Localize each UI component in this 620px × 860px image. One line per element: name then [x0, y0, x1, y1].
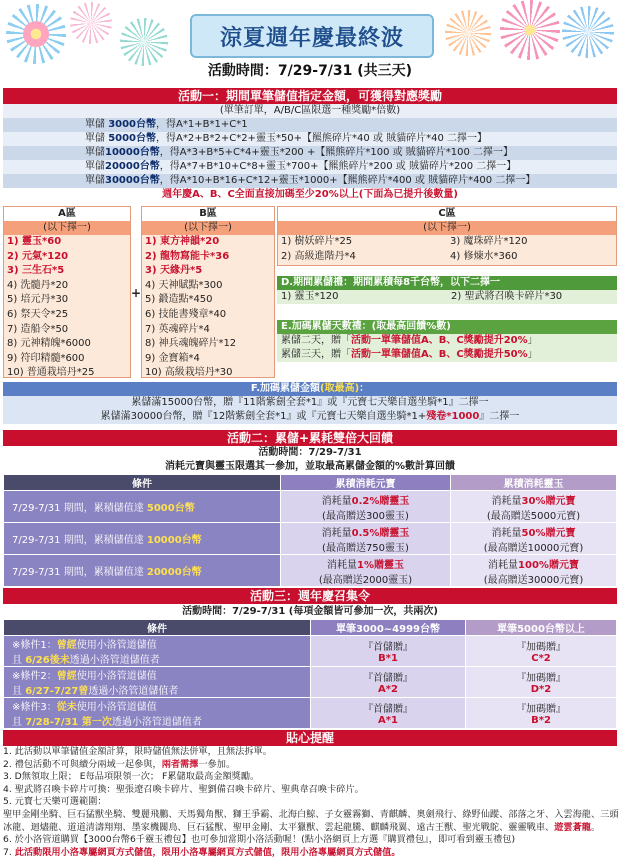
zone-item: 6) 祭天令*25	[7, 308, 69, 320]
reward-label: 『加碼贈』	[516, 642, 566, 653]
note-line	[3, 771, 617, 784]
condition-highlight: 6/26後未	[25, 655, 70, 666]
zone-item: 7) 英魂碎片*4	[145, 323, 210, 335]
section-one-subtitle: (單筆訂單，A/B/C區限選一種獎勵*倍數)	[3, 104, 617, 118]
consume-rate: 0.5%贈靈玉	[351, 527, 410, 539]
panel-f	[3, 382, 617, 424]
zone-a-items	[4, 235, 130, 381]
note-text: 5. 元寶七天樂可選範圍：	[3, 796, 107, 808]
consume-rate: 30%贈元寶	[521, 495, 576, 507]
note-line	[3, 847, 617, 860]
panel-e	[277, 320, 617, 362]
consume-label: 消耗量	[488, 559, 519, 571]
condition-text: 7/29-7/31 期間，累積儲值達	[12, 503, 147, 514]
condition-text: 透過小洛管道儲值者	[88, 686, 179, 697]
notes-section	[3, 730, 617, 746]
section-one-title: 活動一：期間單筆儲值指定金額，可獲得對應獎勵	[3, 88, 617, 104]
zone-b-label: B區	[142, 207, 274, 221]
panel-f-title-highlight: (取最高)	[320, 383, 360, 394]
zone-b-items	[142, 235, 274, 381]
panel-e-row-highlight: 活動一單筆儲值A、B、C獎勵提升20%	[351, 335, 528, 346]
reward-row	[3, 160, 617, 174]
consume-rate: 50%贈元寶	[521, 527, 576, 539]
consume-cap: (最高贈送10000元寶)	[483, 542, 584, 554]
col-header-tier-2: 單筆5000台幣以上	[466, 620, 617, 636]
zone-item: 3) 三生石*5	[7, 265, 65, 277]
zone-item: 3) 天緣丹*5	[145, 265, 203, 277]
section-three	[3, 588, 617, 729]
consume-rate: 0.2%贈靈玉	[351, 495, 410, 507]
zone-item: 2) 高級進階丹*4	[281, 250, 356, 262]
panel-f-row-text: 累儲滿30000台幣，贈『12階紫劍全套*1』或『元寶七天樂自選坐騎*1+	[100, 411, 427, 422]
consume-label: 消耗量	[491, 495, 522, 507]
zone-c	[277, 206, 617, 266]
panel-f-row-text: 累儲滿15000台幣，贈『11階紫劍全套*1』或『元寶七天樂自選坐騎*1』二擇一	[131, 397, 489, 408]
table-row	[4, 667, 617, 698]
panel-e-title: E.加碼累儲天數禮：(取最高回饋%數)	[277, 320, 617, 334]
zone-item: 2) 元氣*120	[7, 250, 69, 262]
first-deposit-cell	[311, 636, 466, 667]
note-line	[3, 796, 617, 809]
reward-row-prefix: 單儲	[85, 133, 109, 144]
reward-value: A*1	[378, 715, 398, 726]
reward-row-amount: 5000台幣	[108, 133, 157, 144]
yuanbao-cell	[281, 491, 451, 523]
zone-c-items	[278, 235, 616, 264]
lingyu-cell	[451, 491, 617, 523]
section-two-title: 活動二：累儲+累耗雙倍大回饋	[3, 430, 617, 446]
zone-item: 9) 符印精髓*600	[7, 352, 85, 364]
zone-b	[141, 206, 275, 378]
consume-label: 消耗量	[321, 527, 352, 539]
condition-prefix: ※條件2：	[12, 671, 57, 682]
reward-row-prefix: 單儲	[85, 175, 105, 186]
panel-e-rows	[277, 334, 617, 362]
note-line	[3, 759, 617, 772]
reward-value: B*1	[378, 653, 398, 664]
zone-a	[3, 206, 131, 378]
condition-highlight: 曾經	[56, 671, 77, 682]
condition-text: 使用小洛管道儲值	[76, 640, 157, 651]
first-deposit-cell	[311, 667, 466, 698]
consume-cap: (最高贈送5000元寶)	[486, 510, 581, 522]
condition-text: 7/29-7/31 期間，累積儲值達	[12, 535, 147, 546]
zone-item: 10) 高級栽培丹*30	[145, 367, 233, 379]
zone-item: 3) 魔珠碎片*120	[450, 236, 528, 247]
section-three-date: 活動時間：7/29-7/31 (每項金額皆可參加一次，共兩次)	[182, 606, 438, 617]
bonus-cell	[466, 698, 617, 729]
note-line	[3, 809, 617, 822]
panel-e-row-prefix: 累儲二天，贈「	[281, 335, 351, 346]
title-box	[190, 14, 434, 58]
bonus-cell	[466, 636, 617, 667]
reward-value: C*2	[531, 653, 551, 664]
reward-value: B*2	[531, 715, 551, 726]
note-text: 3. D無領取上限； E每品項限領一次； F累儲取最高金額獎勵。	[3, 771, 260, 783]
banner	[0, 0, 620, 88]
panel-d-items	[277, 290, 617, 304]
col-header-condition: 條件	[4, 475, 281, 491]
consume-rate: 100%贈元寶	[518, 559, 579, 571]
zone-item: 9) 金寶箱*4	[145, 352, 200, 364]
consume-label: 消耗量	[491, 527, 522, 539]
panel-e-row-suffix: 」	[527, 335, 538, 346]
section-one	[3, 88, 617, 202]
reward-value: A*2	[378, 684, 398, 695]
notes-list	[3, 746, 617, 859]
plus-sign: +	[131, 286, 142, 300]
consume-cap: (最高贈送2000靈玉)	[318, 574, 413, 586]
note-line	[3, 822, 617, 835]
section-two-date: 活動時間：7/29-7/31	[258, 447, 362, 458]
notes-title: 貼心提醒	[3, 730, 617, 746]
zone-item: 10) 普通栽培丹*25	[7, 367, 95, 379]
firework-decoration	[445, 10, 491, 56]
reward-row	[3, 118, 617, 132]
consume-cap: (最高贈送30000元寶)	[483, 574, 584, 586]
col-header-tier-1: 單筆3000~4999台幣	[311, 620, 466, 636]
zone-c-label: C區	[278, 207, 616, 221]
note-suffix: 一參加。	[198, 758, 236, 770]
reward-row-text: ，得A*10+B*16+C*12+靈玉*1000+【羆熊碎片*400 或 賊貓碎片*400 二擇一】	[159, 175, 536, 186]
reward-row-text: ，得A*1+B*1+C*1	[156, 119, 248, 130]
reward-value: D*2	[530, 684, 552, 695]
reward-row-prefix: 單儲	[85, 119, 109, 130]
note-text: 6. 於小洛管道購買【3000台幣6千靈玉禮包】也可參加當期小洛活動喔！(點小洛網頁上方選『購買禮包』，即可看到靈玉禮包)	[3, 834, 516, 846]
reward-row-prefix: 單儲	[85, 161, 105, 172]
condition-cell	[4, 491, 281, 523]
reward-label: 『加碼贈』	[516, 673, 566, 684]
condition-text: 使用小洛管道儲值	[76, 702, 157, 713]
zone-b-pick: (以下擇一)	[142, 221, 274, 235]
condition-text: 使用小洛管道儲值	[76, 671, 157, 682]
first-deposit-cell	[311, 698, 466, 729]
section-three-table	[3, 619, 617, 729]
panel-f-row-suffix: 』二擇一	[479, 411, 520, 422]
note-highlight: 兩者需擇	[161, 758, 199, 770]
reward-row-amount: 3000台幣	[108, 119, 157, 130]
note-line	[3, 834, 617, 847]
note-suffix: 。	[591, 821, 601, 833]
condition-cell	[4, 698, 311, 729]
panel-e-row	[277, 348, 617, 362]
zone-item: 2) 龍物寫能卡*36	[145, 250, 230, 262]
table-row	[4, 636, 617, 667]
lingyu-cell	[451, 555, 617, 587]
consume-label: 消耗量	[327, 559, 357, 571]
reward-row-amount: 10000台幣	[105, 147, 160, 158]
page-title: 涼夏週年慶最終波	[219, 25, 404, 51]
zone-item: 1) 東方神韻*20	[145, 236, 220, 247]
condition-highlight: 從未	[56, 702, 77, 713]
zone-item: 7) 造船令*50	[7, 323, 69, 335]
panel-f-title	[3, 382, 617, 396]
note-line	[3, 784, 617, 797]
condition-prefix: 且	[12, 655, 26, 666]
note-text: 1. 此活動以單筆儲值金額計算，限時儲值無法併單，且無法拆單。	[3, 746, 272, 757]
panel-f-row	[3, 410, 617, 424]
table-row	[4, 523, 617, 555]
reward-row	[3, 132, 617, 146]
zone-a-label: A區	[4, 207, 130, 221]
section-two-rule: 消耗元寶與靈玉限選其一參加，並取最高累儲金額的%數計算回饋	[164, 461, 456, 472]
yuanbao-cell	[281, 523, 451, 555]
condition-amount: 20000台幣	[146, 567, 202, 578]
note-line	[3, 746, 617, 759]
table-row	[4, 491, 617, 523]
consume-cap: (最高贈送300靈玉)	[322, 510, 409, 522]
panel-d	[277, 276, 617, 304]
panel-e-row	[277, 334, 617, 348]
note-text: 聖甲金剛坐騎、巨石猛獸坐騎、雙麗飛鵬、天馬獨角獸、獅王爭霸、北海白鯨、子女靈霧獅、青麒麟、奧劍飛行、綠野仙蹤、部落之牙、入雲海龍、三頭	[3, 808, 619, 820]
boost-note: 週年慶A、B、C全面直接加碼至少20%以上(下面為已提升後數量)	[162, 189, 458, 200]
reward-row-prefix: 單儲	[85, 147, 105, 158]
condition-highlight: 曾經	[56, 640, 77, 651]
section-three-title: 活動三：週年慶召集令	[3, 588, 617, 604]
reward-rows	[3, 118, 617, 188]
event-date: 活動時間：7/29-7/31 (共三天)	[207, 63, 413, 79]
col-header-lingyu: 累積消耗靈玉	[451, 475, 617, 491]
condition-highlight: 6/27-7/27曾	[25, 686, 89, 697]
table-row	[4, 555, 617, 587]
zone-item: 4) 天神賦點*300	[145, 279, 223, 291]
condition-prefix: ※條件3：	[12, 702, 57, 713]
reward-label: 『首儲贈』	[363, 673, 413, 684]
note-highlight: 此活動限用小洛專屬網頁方式儲值，限用小洛專屬網頁方式儲值，限用小洛專屬網頁方式儲值。	[14, 846, 401, 858]
condition-cell	[4, 636, 311, 667]
zone-item: 5) 培元丹*30	[7, 294, 69, 306]
col-header-yuanbao: 累積消耗元寶	[281, 475, 451, 491]
reward-row-text: ，得A*2+B*2+C*2+靈玉*50+【羆熊碎片*40 或 賊貓碎片*40 二擇一】	[156, 133, 488, 144]
firework-decoration	[562, 6, 614, 58]
bonus-cell	[466, 667, 617, 698]
reward-row	[3, 146, 617, 160]
condition-prefix: ※條件1：	[12, 640, 57, 651]
condition-text: 透過小洛管道儲值者	[111, 717, 202, 728]
reward-row-amount: 20000台幣	[105, 161, 160, 172]
reward-row-text: ，得A*7+B*10+C*8+靈玉*700+【羆熊碎片*200 或 賊貓碎片*200 二擇一】	[159, 161, 517, 172]
zone-item: 1) 靈玉*60	[7, 236, 62, 247]
firework-decoration	[120, 18, 168, 66]
zone-item: 8) 神兵魂魄碎片*12	[145, 338, 237, 350]
reward-label: 『首儲贈』	[363, 642, 413, 653]
panel-f-row	[3, 396, 617, 410]
note-text: 7.	[3, 846, 15, 858]
consume-label: 消耗量	[321, 495, 352, 507]
panel-f-title-text: F.加碼累儲金額	[250, 383, 321, 394]
zone-item: 6) 技能書殘章*40	[145, 308, 227, 320]
reward-row-amount: 30000台幣	[105, 175, 160, 186]
panel-f-row-highlight: 殘卷*1000	[426, 411, 480, 422]
firework-decoration	[70, 2, 112, 44]
note-text: 冰龍、迴燼龍、道道清濤翔翔、墨家機關鳥、巨石猛獸、聖甲金剛、太平獵獸、雲起龍騰、麒麟飛翼、遠古王獸、聖光戰鴕、靈靈戰車、	[3, 821, 555, 833]
panel-f-title-colon: ：	[359, 383, 370, 394]
yuanbao-cell	[281, 555, 451, 587]
condition-cell	[4, 667, 311, 698]
reward-row-text: ，得A*3+B*5+C*4+靈玉*200 +【羆熊碎片*100 或 賊貓碎片*100 二擇一】	[159, 147, 514, 158]
firework-decoration	[500, 0, 560, 60]
consume-rate: 1%贈靈玉	[357, 559, 404, 571]
consume-cap: (最高贈送750靈玉)	[322, 542, 409, 554]
col-header-condition: 條件	[4, 620, 311, 636]
zone-item: 5) 鍛造點*450	[145, 294, 213, 306]
note-text: 4. 聖武將召喚卡碎片可換：聖張遼召喚卡碎片、聖劉備召喚卡碎片、聖典韋召喚卡碎片。	[3, 783, 364, 795]
condition-prefix: 且	[12, 717, 26, 728]
firework-decoration	[6, 4, 66, 64]
condition-text: 7/29-7/31 期間，累積儲值達	[12, 567, 147, 578]
zone-c-pick: (以下擇一)	[278, 221, 616, 235]
panel-d-item: 1) 靈玉*120	[281, 291, 339, 302]
section-two-table	[3, 474, 617, 587]
condition-cell	[4, 523, 281, 555]
zone-item: 4) 洗髓丹*20	[7, 279, 69, 291]
reward-row	[3, 174, 617, 188]
lingyu-cell	[451, 523, 617, 555]
panel-e-row-highlight: 活動一單筆儲值A、B、C獎勵提升50%	[351, 349, 528, 360]
reward-label: 『首儲贈』	[363, 704, 413, 715]
condition-amount: 5000台幣	[146, 503, 195, 514]
panel-e-row-suffix: 」	[527, 349, 538, 360]
panel-e-row-prefix: 累儲三天，贈「	[281, 349, 351, 360]
note-highlight: 遊雲蒼龍	[554, 821, 591, 833]
condition-amount: 10000台幣	[146, 535, 202, 546]
condition-cell	[4, 555, 281, 587]
condition-text: 透過小洛管道儲值者	[69, 655, 160, 666]
condition-highlight: 7/28-7/31 第一次	[25, 717, 112, 728]
condition-prefix: 且	[12, 686, 26, 697]
panel-d-title: D.期間累儲禮：期間累積每8千台幣，以下二擇一	[277, 276, 617, 290]
section-two	[3, 430, 617, 587]
zone-item: 8) 元神精魄*6000	[7, 338, 91, 350]
note-text: 2. 禮包活動不可與續分兩域一起參與，	[3, 758, 162, 770]
zone-a-pick: (以下擇一)	[4, 221, 130, 235]
reward-label: 『加碼贈』	[516, 704, 566, 715]
zone-item: 1) 樹妖碎片*25	[281, 236, 353, 247]
zone-item: 4) 修煉水*360	[450, 250, 518, 262]
panel-d-item: 2) 聖武將召喚卡碎片*30	[451, 291, 563, 302]
table-row	[4, 698, 617, 729]
